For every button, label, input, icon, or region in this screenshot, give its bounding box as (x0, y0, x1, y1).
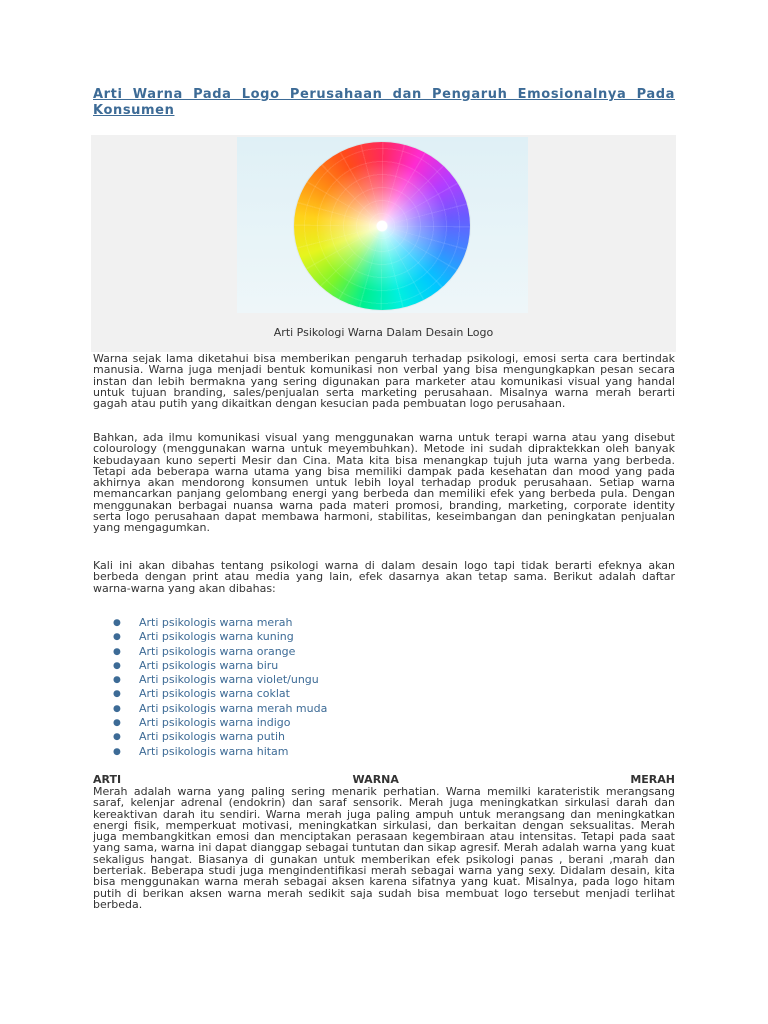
list-link-merah-muda[interactable]: Arti psikologis warna merah muda (139, 701, 328, 715)
list-link-orange[interactable]: Arti psikologis warna orange (139, 644, 296, 658)
bullet-icon: ● (113, 703, 121, 714)
list-link-violet[interactable]: Arti psikologis warna violet/ungu (139, 673, 319, 687)
article-title-link[interactable]: Arti Warna Pada Logo Perusahaan dan Pengaruh Emosionalnya Pada Konsumen (93, 87, 675, 118)
list-link-indigo[interactable]: Arti psikologis warna indigo (139, 716, 291, 730)
bullet-icon: ● (113, 675, 121, 686)
bullet-icon: ● (113, 732, 121, 743)
bullet-icon: ● (113, 632, 121, 643)
figure-caption: Arti Psikologi Warna Dalam Desain Logo (273, 326, 494, 339)
figure (91, 135, 676, 352)
list-link-merah[interactable]: Arti psikologis warna merah (139, 616, 293, 629)
bullet-icon: ● (113, 689, 121, 700)
bullet-icon: ● (113, 646, 121, 657)
list-item (93, 616, 675, 630)
color-wheel-graphic (294, 142, 470, 310)
section-heading-word: MERAH (630, 773, 675, 786)
list-item (93, 687, 675, 701)
list-link-putih[interactable]: Arti psikologis warna putih (139, 730, 286, 744)
list-item (93, 673, 675, 687)
color-topic-list (93, 616, 675, 759)
list-item (93, 659, 675, 673)
section-heading-word: ARTI (93, 773, 122, 786)
list-link-hitam[interactable]: Arti psikologis warna hitam (139, 744, 289, 758)
paragraph-intro: Warna sejak lama diketahui bisa memberikan pengaruh terhadap psikologi, emosi serta cara bertindak manusia. Warna juga menjadi bentuk komunikasi non verbal yang bisa mengungkapkan pesan secara instan dan lebih bermakna yang sering digunakan para marketer atau komunikasi visual yang handal untuk tujuan branding, sales/penjualan serta marketing perusahaan. Misalnya warna merah berarti gagah atau putih yang dikaitkan dengan kesucian pada pembuatan logo perusahaan. (93, 352, 675, 411)
list-link-kuning[interactable]: Arti psikologis warna kuning (139, 630, 294, 644)
color-wheel-image (237, 137, 528, 313)
paragraph-merah: Merah adalah warna yang paling sering menarik perhatian. Warna memilki karateristik merangsang saraf, kelenjar adrenal (endokrin) dan saraf sensorik. Merah juga meningkatkan sirkulasi darah dan kereaktivan darah itu sendiri. Warna merah juga paling ampuh untuk merangsang dan meningkatkan energi fisik, memperkuat motivasi, meningkatkan sirkulasi, dan berkaitan dengan seksualitas. Merah juga membangkitkan emosi dan menciptakan perasaan kegembiraan atau intensitas. Tetapi pada saat yang sama, warna ini dapat dianggap sebagai tuntutan dan sikap agresif. Merah adalah warna yang kuat sekaligus hangat. Biasanya di gunakan untuk memberikan efek psikologi panas , berani ,marah dan berteriak. Beberapa studi juga mengindentifikasi merah sebagai warna yang sexy. Didalam desain, kita bisa menggunakan warna merah sebagai aksen karena sifatnya yang kuat. Misalnya, pada logo hitam putih di berikan aksen warna merah sedikit saja sudah bisa membuat logo tersebut menjadi terlihat berbeda. (93, 785, 675, 911)
paragraph-list-intro: Kali ini akan dibahas tentang psikologi warna di dalam desain logo tapi tidak berarti efeknya akan berbeda dengan print atau media yang lain, efek dasarnya akan tetap sama. Berikut adalah daftar warna-warna yang akan dibahas: (93, 559, 675, 595)
list-item (93, 645, 675, 659)
list-item (93, 716, 675, 730)
bullet-icon: ● (113, 746, 121, 757)
list-item (93, 730, 675, 744)
list-link-biru[interactable]: Arti psikologis warna biru (139, 658, 279, 672)
list-item (93, 745, 675, 759)
bullet-icon: ● (113, 618, 121, 628)
paragraph-colourology: Bahkan, ada ilmu komunikasi visual yang menggunakan warna untuk terapi warna atau yang disebut colourology (menggunakan warna untuk meyembuhkan). Metode ini sudah dipraktekkan oleh banyak kebudayaan kuno seperti Mesir dan Cina. Mata kita bisa menangkap tujuh juta warna yang berbeda. Tetapi ada beberapa warna utama yang bisa memiliki dampak pada kesehatan dan mood yang pada akhirnya akan mendorong konsumen untuk lebih loyal terhadap produk perusahaan. Setiap warna memancarkan panjang gelombang energi yang berbeda dan memiliki efek yang berbeda pula. Dengan menggunakan berbagai nuansa warna pada materi promosi, branding, marketing, corporate identity serta logo perusahaan dapat membawa harmoni, stabilitas, keseimbangan dan peningkatan penjualan yang mengagumkan. (93, 431, 675, 535)
section-heading-word: WARNA (352, 773, 399, 786)
bullet-icon: ● (113, 660, 121, 671)
list-item (93, 702, 675, 716)
list-link-coklat[interactable]: Arti psikologis warna coklat (139, 687, 290, 701)
list-item (93, 630, 675, 644)
bullet-icon: ● (113, 718, 121, 729)
